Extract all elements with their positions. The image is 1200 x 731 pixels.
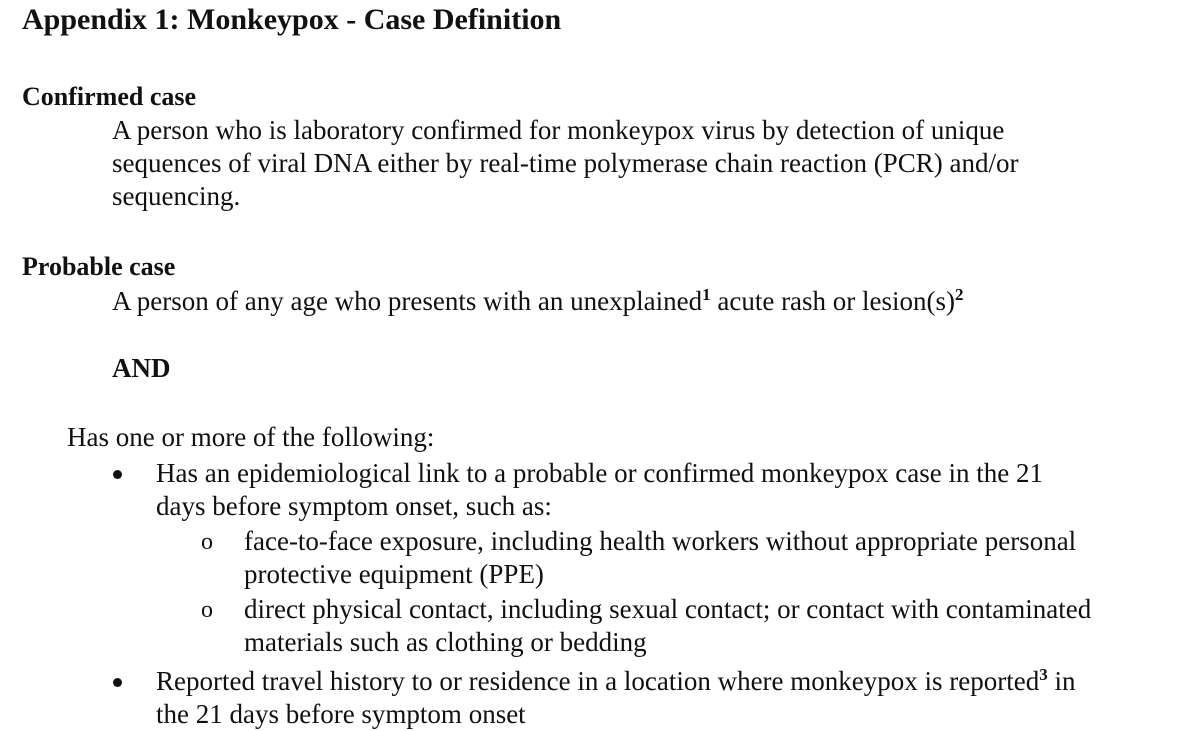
confirmed-line: A person who is laboratory confirmed for monkeypox virus by detection of unique xyxy=(112,115,1005,145)
probable-text: acute rash or lesion(s) xyxy=(710,286,956,316)
confirmed-case-heading: Confirmed case xyxy=(22,82,197,111)
sub-item-line: protective equipment (PPE) xyxy=(244,559,544,589)
probable-text: A person of any age who presents with an unexplained xyxy=(112,286,703,316)
bullet-text: in xyxy=(1047,666,1076,696)
bullet-icon xyxy=(113,678,122,687)
confirmed-line: sequences of viral DNA either by real-time polymerase chain reaction (PCR) and/or xyxy=(112,148,1019,178)
sub-item-face-to-face xyxy=(244,525,1076,591)
sub-item-physical-contact xyxy=(244,593,1091,659)
bullet-icon xyxy=(113,470,122,479)
page-title: Appendix 1: Monkeypox - Case Definition xyxy=(22,3,562,36)
bullet-item-travel-history xyxy=(156,665,1076,731)
and-connector: AND xyxy=(112,353,171,383)
probable-case-heading: Probable case xyxy=(22,252,176,281)
sub-item-line: face-to-face exposure, including health workers without appropriate personal xyxy=(244,526,1077,556)
confirmed-case-definition xyxy=(112,114,1018,213)
sub-bullet-icon: o xyxy=(201,529,213,555)
bullet-line: the 21 days before symptom onset xyxy=(156,699,526,729)
sub-bullet-icon: o xyxy=(201,597,213,623)
confirmed-line: sequencing. xyxy=(112,181,241,211)
footnote-marker: 3 xyxy=(1039,665,1048,684)
bullet-line: Has an epidemiological link to a probable or confirmed monkeypox case in the 21 xyxy=(156,458,1043,488)
criteria-intro: Has one or more of the following: xyxy=(67,422,435,452)
bullet-line xyxy=(156,665,1076,698)
bullet-item-epidemiological-link xyxy=(156,457,1043,523)
bullet-line: days before symptom onset, such as: xyxy=(156,491,552,521)
sub-item-line: materials such as clothing or bedding xyxy=(244,627,647,657)
footnote-marker: 2 xyxy=(955,285,964,304)
sub-item-line: direct physical contact, including sexual contact; or contact with contaminated xyxy=(244,594,1092,624)
probable-line xyxy=(112,285,964,318)
bullet-text: Reported travel history to or residence in a location where monkeypox is reported xyxy=(156,666,1040,696)
probable-case-definition xyxy=(112,285,964,318)
footnote-marker: 1 xyxy=(702,285,711,304)
